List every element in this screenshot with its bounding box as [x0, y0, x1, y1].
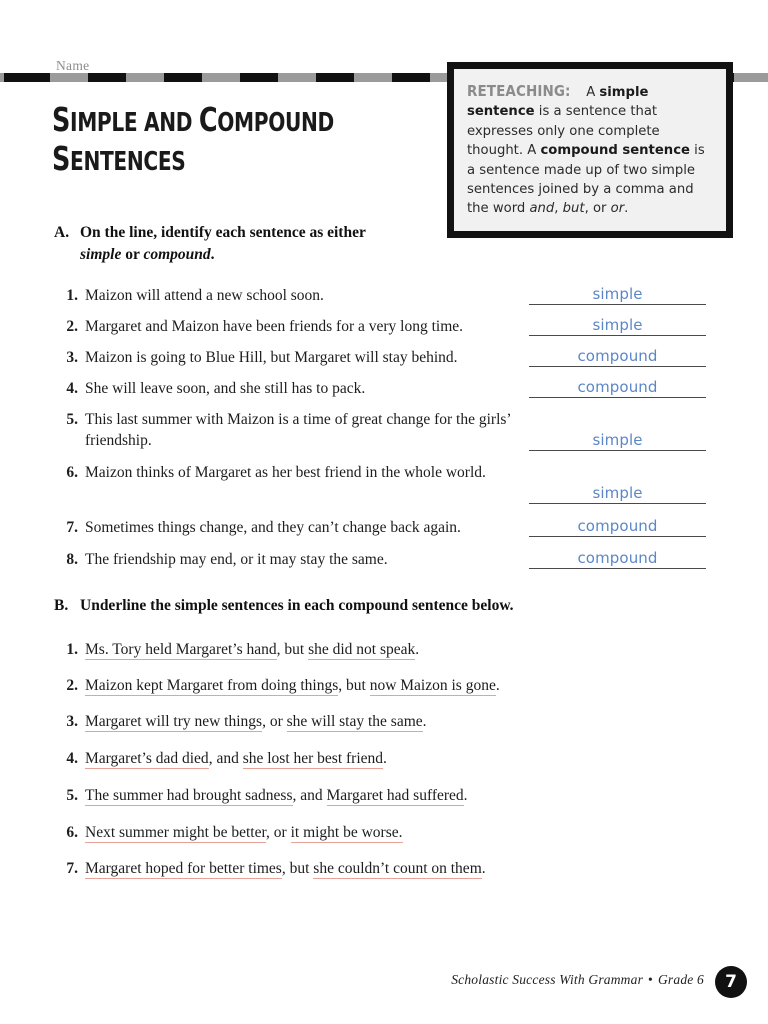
underlined-clause: she did not speak [308, 641, 416, 658]
underlined-clause: Margaret’s dad died [85, 750, 209, 767]
instruction-word-compound: compound [143, 246, 211, 263]
list-item [56, 859, 676, 880]
page-title [52, 101, 379, 179]
reteaching-word-but: but [562, 201, 585, 217]
reteaching-box [447, 62, 733, 238]
answer-line[interactable] [529, 283, 706, 305]
underlined-clause: she couldn’t count on them [313, 860, 482, 877]
item-number: 2. [66, 318, 78, 335]
reteaching-end: . [624, 201, 629, 217]
clause-end: . [383, 750, 387, 767]
answer-text: simple [592, 316, 643, 334]
answer-rule [529, 450, 706, 451]
item-number: 6. [66, 824, 78, 841]
item-text [85, 786, 676, 807]
answer-rule [529, 366, 706, 367]
item-number: 8. [66, 551, 78, 568]
reteaching-sep2: , or [584, 201, 611, 217]
answer-line[interactable] [529, 429, 706, 451]
item-text: Margaret and Maizon have been friends for a very long time. [85, 318, 464, 335]
answer-rule [529, 503, 706, 504]
clause-joiner: , or [266, 824, 291, 841]
answer-rule [529, 397, 706, 398]
reteaching-word-and: and [529, 201, 555, 217]
clause-joiner: , but [338, 677, 370, 694]
clause-end: . [495, 677, 500, 694]
list-item [56, 317, 526, 338]
item-number: 3. [66, 713, 78, 730]
answer-line[interactable] [529, 376, 706, 398]
answer-text: compound [577, 378, 658, 396]
underlined-clause: Ms. Tory held Margaret’s hand [85, 641, 277, 658]
item-text [85, 676, 676, 697]
reteaching-t1: A [582, 85, 600, 100]
section-b-heading [54, 595, 654, 617]
item-number: 7. [66, 519, 78, 536]
item-number: 7. [66, 860, 78, 877]
underlined-clause: she will stay the same [286, 713, 423, 730]
answer-text: compound [577, 347, 658, 365]
answer-line[interactable] [529, 515, 706, 537]
underlined-clause: Margaret had suffered [326, 787, 464, 804]
answer-rule [529, 335, 706, 336]
item-text: Maizon is going to Blue Hill, but Margaret will stay behind. [85, 349, 458, 366]
clause-joiner: , and [292, 787, 327, 804]
item-number: 4. [66, 750, 78, 767]
answer-line[interactable] [529, 314, 706, 336]
section-b-letter: B. [54, 597, 69, 614]
underlined-clause: she lost her best friend [242, 750, 384, 767]
item-text [85, 859, 676, 880]
section-a-heading [54, 222, 384, 266]
item-text: Maizon will attend a new school soon. [85, 287, 324, 304]
answer-rule [529, 536, 706, 537]
footer-book-title: Scholastic Success With Grammar [451, 972, 644, 987]
item-number: 3. [66, 349, 78, 366]
reteaching-text [467, 80, 713, 219]
footer-separator-dot: • [648, 972, 653, 987]
list-item [56, 712, 676, 733]
clause-joiner: , but [276, 641, 309, 658]
underlined-clause: Margaret hoped for better times [85, 860, 282, 877]
answer-text: simple [592, 484, 643, 502]
underlined-clause: it might be worse. [290, 824, 403, 841]
list-item [56, 640, 676, 661]
item-text: This last summer with Maizon is a time of great change for the girls’ friendship. [85, 411, 511, 449]
answer-text: compound [577, 517, 658, 535]
reteaching-term-simple: simple sentence [467, 85, 649, 120]
clause-joiner: , but [281, 860, 314, 877]
reteaching-t2: is a sentence that expresses only one complete thought. A [467, 104, 660, 159]
item-number: 5. [66, 787, 78, 804]
underlined-clause: Margaret will try new things [85, 713, 263, 730]
list-item [56, 550, 526, 571]
clause-end: . [481, 860, 486, 877]
section-a-letter: A. [54, 224, 70, 241]
name-label: Name [56, 58, 90, 73]
item-text: The friendship may end, or it may stay the same. [85, 551, 388, 568]
section-b-instruction: Underline the simple sentences in each compound sentence below. [80, 597, 514, 614]
item-text [85, 823, 676, 844]
answer-text: compound [577, 549, 658, 567]
footer-grade: Grade 6 [657, 972, 704, 987]
item-number: 1. [66, 641, 78, 658]
item-number: 2. [66, 677, 78, 694]
item-text [85, 749, 676, 770]
clause-joiner: , or [262, 713, 287, 730]
reteaching-t3: is a sentence made up of two simple sentences joined by a comma and the word [467, 143, 705, 217]
page-number-badge: 7 [715, 966, 747, 998]
answer-text: simple [592, 431, 643, 449]
item-text: Sometimes things change, and they can’t change back again. [85, 519, 461, 536]
list-item [56, 786, 676, 807]
clause-end: . [422, 713, 427, 730]
item-text [85, 712, 676, 733]
list-item [56, 463, 506, 484]
page-footer [0, 966, 768, 1006]
underlined-clause: Maizon kept Margaret from doing things [85, 677, 339, 694]
list-item [56, 823, 676, 844]
reteaching-kicker: RETEACHING: [467, 82, 571, 100]
underlined-clause: Next summer might be better [85, 824, 267, 841]
list-item [56, 379, 526, 400]
list-item [56, 749, 676, 770]
item-text: Maizon thinks of Margaret as her best friend in the whole world. [85, 464, 486, 481]
underlined-clause: now Maizon is gone [369, 677, 496, 694]
reteaching-sep1: , [554, 201, 563, 217]
title-line-1: SIMPLE AND COMPOUND [52, 100, 334, 139]
item-text: She will leave soon, and she still has to pack. [85, 380, 366, 397]
underlined-clause: The summer had brought sadness [85, 787, 293, 804]
title-line-2: SENTENCES [52, 138, 186, 178]
reteaching-word-or: or [610, 201, 625, 217]
list-item [56, 348, 526, 369]
item-text [85, 640, 676, 661]
instruction-word-simple: simple [80, 246, 122, 263]
item-number: 6. [66, 464, 78, 481]
list-item [56, 410, 511, 452]
list-item [56, 286, 526, 307]
answer-rule [529, 304, 706, 305]
answer-line[interactable] [529, 482, 706, 504]
answer-line[interactable] [529, 547, 706, 569]
footer-credit [451, 972, 704, 988]
list-item [56, 676, 676, 697]
clause-end: . [415, 641, 420, 658]
answer-line[interactable] [529, 345, 706, 367]
item-number: 1. [66, 287, 78, 304]
answer-text: simple [592, 285, 643, 303]
clause-end: . [463, 787, 468, 804]
list-item [56, 518, 526, 539]
reteaching-term-compound: compound sentence [540, 143, 690, 159]
clause-joiner: , and [208, 750, 243, 767]
item-number: 4. [66, 380, 78, 397]
item-number: 5. [66, 411, 78, 428]
section-a-instruction: On the line, identify each sentence as either simple or compound. [80, 224, 366, 263]
answer-rule [529, 568, 706, 569]
